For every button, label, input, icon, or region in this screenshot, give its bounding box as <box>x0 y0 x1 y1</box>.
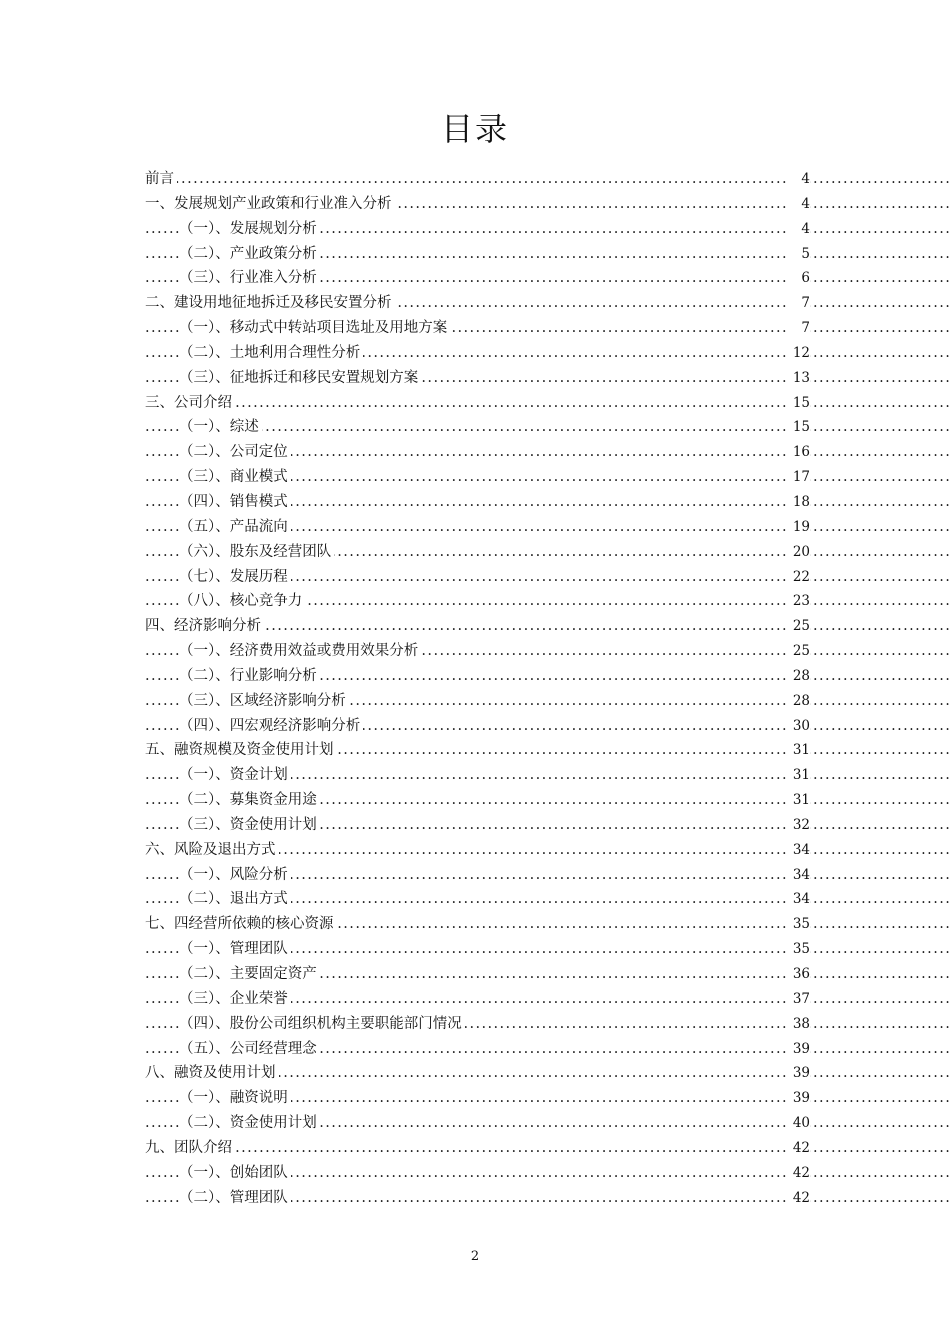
toc-entry-title: 二、建设用地征地拆迁及移民安置分析 <box>145 294 395 312</box>
dot-leader <box>807 195 950 213</box>
toc-subsection-row[interactable] <box>145 316 950 341</box>
toc-entry-page: 6 <box>786 269 810 287</box>
toc-entry-page: 35 <box>786 940 810 958</box>
toc-subsection-row[interactable] <box>145 1012 950 1037</box>
toc-entry-title: （一）、融资说明 <box>179 1089 291 1107</box>
toc-subsection-row[interactable] <box>145 1086 950 1111</box>
dot-leader <box>807 1139 950 1157</box>
dot-leader <box>807 294 950 312</box>
toc-entry-page: 7 <box>786 319 810 337</box>
toc-entry-title: （二）、募集资金用途 <box>179 791 320 809</box>
toc-entry-page: 19 <box>786 518 810 536</box>
toc-entry-page: 4 <box>786 195 810 213</box>
dot-leader <box>807 717 950 735</box>
dot-leader <box>807 841 950 859</box>
dot-leader <box>807 543 950 561</box>
toc-subsection-row[interactable] <box>145 217 950 242</box>
toc-entry-page: 16 <box>786 443 810 461</box>
toc-subsection-row[interactable] <box>145 962 950 987</box>
dot-leader <box>807 344 950 362</box>
toc-entry-title: （三）、行业准入分析 <box>179 269 320 287</box>
toc-entry-title: （二）、土地利用合理性分析 <box>179 344 363 362</box>
toc-subsection-row[interactable] <box>145 763 950 788</box>
toc-entry-title: （三）、企业荣誉 <box>179 990 291 1008</box>
toc-entry-page: 34 <box>786 866 810 884</box>
dot-leader <box>807 1114 950 1132</box>
toc-subsection-row[interactable] <box>145 1037 950 1062</box>
dot-leader <box>807 518 950 536</box>
dot-leader <box>807 468 950 486</box>
toc-entry-title: （七）、发展历程 <box>179 568 291 586</box>
toc-subsection-row[interactable] <box>145 465 950 490</box>
dot-leader <box>145 170 800 188</box>
toc-entry-page: 31 <box>786 766 810 784</box>
toc-entry-page: 28 <box>786 667 810 685</box>
dot-leader <box>807 915 950 933</box>
toc-entry-title: （一）、经济费用效益或费用效果分析 <box>179 642 421 660</box>
toc-entry-page: 31 <box>786 791 810 809</box>
toc-entry-title: 八、融资及使用计划 <box>145 1064 279 1082</box>
toc-entry-title: （一）、管理团队 <box>179 940 291 958</box>
toc-entry-page: 40 <box>786 1114 810 1132</box>
toc-entry-page: 22 <box>786 568 810 586</box>
dot-leader <box>807 1164 950 1182</box>
toc-entry-page: 5 <box>786 245 810 263</box>
toc-entry-title: （二）、产业政策分析 <box>179 245 320 263</box>
toc-entry-title: （四）、四宏观经济影响分析 <box>179 717 363 735</box>
dot-leader <box>145 1139 800 1157</box>
toc-subsection-row[interactable] <box>145 415 950 440</box>
toc-entry-page: 31 <box>786 741 810 759</box>
dot-leader <box>807 617 950 635</box>
toc-section-row[interactable] <box>145 192 950 217</box>
toc-entry-title: （四）、股份公司组织机构主要职能部门情况 <box>179 1015 465 1033</box>
dot-leader <box>807 245 950 263</box>
toc-entry-page: 15 <box>786 418 810 436</box>
toc-entry-title: （三）、征地拆迁和移民安置规划方案 <box>179 369 421 387</box>
dot-leader <box>807 1015 950 1033</box>
toc-subsection-row[interactable] <box>145 639 950 664</box>
dot-leader <box>807 667 950 685</box>
toc-entry-page: 39 <box>786 1089 810 1107</box>
toc-entry-page: 15 <box>786 394 810 412</box>
toc-entry-title: （一）、创始团队 <box>179 1164 291 1182</box>
toc-entry-title: （一）、风险分析 <box>179 866 291 884</box>
toc-subsection-row[interactable] <box>145 440 950 465</box>
toc-entry-page: 39 <box>786 1064 810 1082</box>
toc-entry-page: 13 <box>786 369 810 387</box>
toc-entry-page: 25 <box>786 642 810 660</box>
dot-leader <box>807 965 950 983</box>
toc-entry-page: 30 <box>786 717 810 735</box>
dot-leader <box>807 592 950 610</box>
dot-leader <box>807 741 950 759</box>
toc-entry-title: （五）、产品流向 <box>179 518 291 536</box>
toc-entry-page: 34 <box>786 890 810 908</box>
toc-section-row[interactable] <box>145 291 950 316</box>
toc-entry-page: 17 <box>786 468 810 486</box>
toc-entry-title: 一、发展规划产业政策和行业准入分析 <box>145 195 395 213</box>
dot-leader <box>807 940 950 958</box>
toc-section-row[interactable] <box>145 838 950 863</box>
toc-subsection-row[interactable] <box>145 266 950 291</box>
toc-subsection-row[interactable] <box>145 714 950 739</box>
toc-entry-title: （二）、公司定位 <box>179 443 291 461</box>
toc-subsection-row[interactable] <box>145 540 950 565</box>
toc-subsection-row[interactable] <box>145 788 950 813</box>
dot-leader <box>807 890 950 908</box>
toc-subsection-row[interactable] <box>145 664 950 689</box>
toc-entry-title: （一）、移动式中转站项目选址及用地方案 <box>179 319 450 337</box>
toc-section-row[interactable] <box>145 912 950 937</box>
dot-leader <box>807 443 950 461</box>
toc-entry-title: 前言 <box>145 170 177 188</box>
toc-entry-title: （三）、区域经济影响分析 <box>179 692 349 710</box>
toc-section-row[interactable] <box>145 391 950 416</box>
toc-section-row[interactable] <box>145 1136 950 1161</box>
dot-leader <box>807 418 950 436</box>
toc-entry-title: （四）、销售模式 <box>179 493 291 511</box>
toc-subsection-row[interactable] <box>145 863 950 888</box>
dot-leader <box>807 791 950 809</box>
toc-entry-page: 32 <box>786 816 810 834</box>
dot-leader <box>807 170 950 188</box>
toc-entry-title: （二）、退出方式 <box>179 890 291 908</box>
toc-entry-page: 37 <box>786 990 810 1008</box>
toc-section-row[interactable] <box>145 1061 950 1086</box>
table-of-contents <box>145 167 950 1210</box>
toc-entry-page: 4 <box>786 220 810 238</box>
toc-entry-page: 25 <box>786 617 810 635</box>
page-number: 2 <box>470 1249 480 1264</box>
toc-entry-title: （一）、资金计划 <box>179 766 291 784</box>
toc-entry-title: （六）、股东及经营团队 <box>179 543 334 561</box>
dot-leader <box>807 1189 950 1207</box>
dot-leader <box>807 369 950 387</box>
dot-leader <box>807 568 950 586</box>
toc-subsection-row[interactable] <box>145 515 950 540</box>
toc-entry-page: 39 <box>786 1040 810 1058</box>
toc-section-row[interactable] <box>145 167 950 192</box>
dot-leader <box>807 1089 950 1107</box>
toc-subsection-row[interactable] <box>145 813 950 838</box>
toc-entry-title: 五、融资规模及资金使用计划 <box>145 741 337 759</box>
toc-entry-page: 42 <box>786 1164 810 1182</box>
toc-entry-title: （二）、主要固定资产 <box>179 965 320 983</box>
dot-leader <box>807 692 950 710</box>
toc-entry-title: （三）、资金使用计划 <box>179 816 320 834</box>
toc-subsection-row[interactable] <box>145 689 950 714</box>
toc-entry-page: 42 <box>786 1139 810 1157</box>
toc-section-row[interactable] <box>145 738 950 763</box>
dot-leader <box>807 816 950 834</box>
toc-entry-page: 38 <box>786 1015 810 1033</box>
dot-leader <box>807 220 950 238</box>
toc-entry-page: 34 <box>786 841 810 859</box>
toc-subsection-row[interactable] <box>145 1161 950 1186</box>
toc-entry-page: 28 <box>786 692 810 710</box>
dot-leader <box>807 1040 950 1058</box>
dot-leader <box>807 493 950 511</box>
toc-subsection-row[interactable] <box>145 1111 950 1136</box>
toc-entry-title: （八）、核心竞争力 <box>179 592 305 610</box>
toc-entry-page: 4 <box>786 170 810 188</box>
toc-subsection-row[interactable] <box>145 490 950 515</box>
toc-entry-page: 35 <box>786 915 810 933</box>
dot-leader <box>145 394 800 412</box>
toc-entry-title: 六、风险及退出方式 <box>145 841 279 859</box>
dot-leader <box>807 319 950 337</box>
toc-entry-page: 23 <box>786 592 810 610</box>
dot-leader <box>807 642 950 660</box>
toc-entry-title: 七、四经营所依赖的核心资源 <box>145 915 337 933</box>
toc-subsection-row[interactable] <box>145 987 950 1012</box>
toc-entry-page: 12 <box>786 344 810 362</box>
toc-entry-title: （三）、商业模式 <box>179 468 291 486</box>
toc-title: 目录 <box>440 110 509 148</box>
toc-entry-title: （二）、行业影响分析 <box>179 667 320 685</box>
toc-subsection-row[interactable] <box>145 366 950 391</box>
toc-subsection-row[interactable] <box>145 937 950 962</box>
dot-leader <box>807 766 950 784</box>
toc-entry-page: 42 <box>786 1189 810 1207</box>
toc-entry-page: 36 <box>786 965 810 983</box>
toc-entry-page: 18 <box>786 493 810 511</box>
toc-entry-title: （五）、公司经营理念 <box>179 1040 320 1058</box>
toc-entry-title: 三、公司介绍 <box>145 394 235 412</box>
toc-subsection-row[interactable] <box>145 589 950 614</box>
dot-leader <box>807 866 950 884</box>
toc-entry-title: （二）、管理团队 <box>179 1189 291 1207</box>
toc-entry-page: 7 <box>786 294 810 312</box>
dot-leader <box>807 394 950 412</box>
toc-entry-title: （一）、综述 <box>179 418 262 436</box>
toc-subsection-row[interactable] <box>145 887 950 912</box>
toc-subsection-row[interactable] <box>145 1186 950 1211</box>
toc-entry-title: 九、团队介绍 <box>145 1139 235 1157</box>
toc-entry-title: （一）、发展规划分析 <box>179 220 320 238</box>
toc-subsection-row[interactable] <box>145 341 950 366</box>
toc-section-row[interactable] <box>145 614 950 639</box>
dot-leader <box>807 1064 950 1082</box>
dot-leader <box>807 269 950 287</box>
toc-entry-title: 四、经济影响分析 <box>145 617 264 635</box>
dot-leader <box>807 990 950 1008</box>
toc-entry-title: （二）、资金使用计划 <box>179 1114 320 1132</box>
toc-entry-page: 20 <box>786 543 810 561</box>
toc-subsection-row[interactable] <box>145 242 950 267</box>
toc-subsection-row[interactable] <box>145 565 950 590</box>
